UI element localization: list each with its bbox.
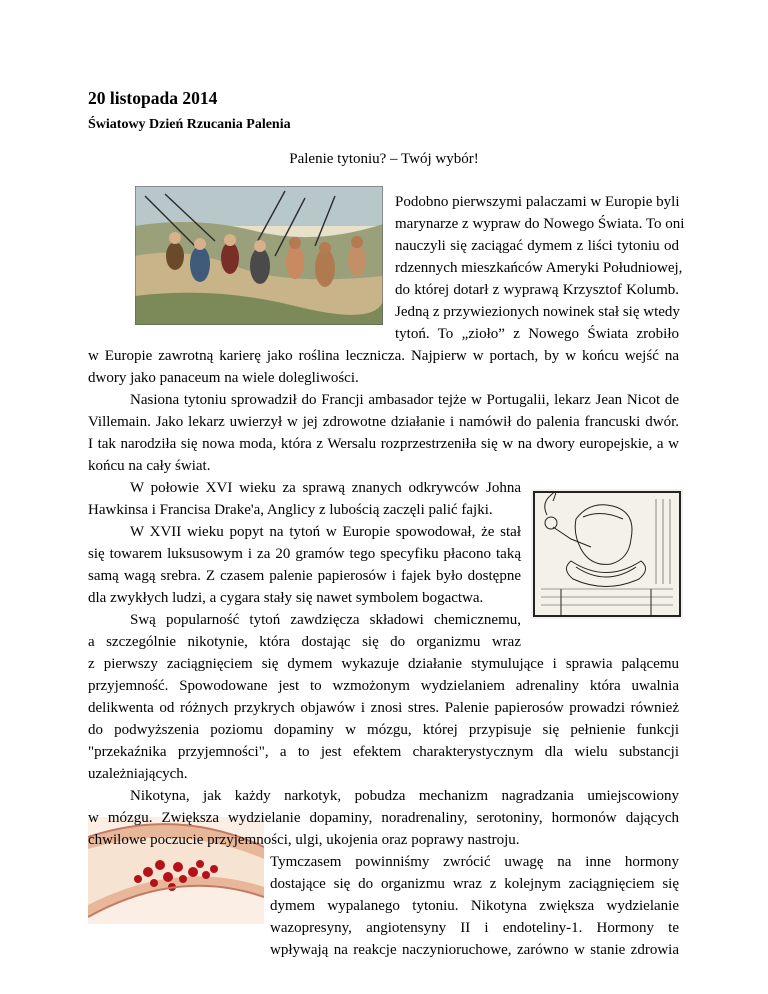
text-line: dla zwykłych ludzi, a cygara stały się nawet symbolem bogactwa. [88,590,484,606]
text-line: się towarem luksusowym i za 20 gramów tego specyfiku płacono taką [88,546,521,562]
text-line: samą wagą srebra. Z czasem palenie papierosów i fajek było dostępne [88,568,521,584]
text-line: dostające się do organizmu wraz z kolejnym zaciągnięciem się [270,876,679,892]
document-subtitle: Światowy Dzień Rzucania Palenia [88,117,291,132]
text-line: do podwyższenia poziomu dopaminy w mózgu, której przypisuje się pełnienie funkcji [88,722,679,738]
text-line: Jedną z przywiezionych nowinek stał się wtedy [395,304,680,320]
text-line: wazopresyny, angiotensyny II i endoteliny-1. Hormony te [270,920,679,936]
text-line: dwory jako panaceum na wiele dolegliwości. [88,370,359,386]
text-line: W XVII wieku popyt na tytoń w Europie spowodował, że stał [130,524,521,540]
text-line: końcu na cały świat. [88,458,211,474]
text-line: Hawkinsa i Francisa Drake'a, Anglicy z lubością zaczęli palić fajki. [88,502,493,518]
text-line: wpływają na reakcje naczynioruchowe, zarówno w stanie zdrowia [270,942,679,958]
text-line: w Europie zawrotną karierę jako roślina lecznicza. Najpierw w portach, by w końcu wejść na [88,348,679,364]
text-line: przyjemność. Spowodowane jest to wzmożonym wydzielaniem adrenaliny która uwalnia [88,678,679,694]
text-line: Podobno pierwszymi palaczami w Europie byli [395,194,680,210]
text-line: tytoń. To „zioło” z Nowego Świata zrobiło [395,326,679,342]
text-line: chwilowe poczucie przyjemności, ulgi, ukojenia oraz poprawy nastroju. [88,832,520,848]
text-line: z pierwszy zaciągnięciem się dymem wykazuje działanie stymulujące i sprawia palącemu [88,656,679,672]
text-line: W połowie XVI wieku za sprawą znanych odkrywców Johna [130,480,521,496]
pipe-smoker-engraving [531,489,683,619]
document-date: 20 listopada 2014 [88,88,218,108]
text-line: Swą popularność tytoń zawdzięcza składowi chemicznemu, [130,612,521,628]
text-line: dymem wypalanego tytoniu. Nikotyna zwiększa wydzielanie [270,898,679,914]
text-line: Nikotyna, jak każdy narkotyk, pobudza mechanizm nagradzania umiejscowiony [130,788,679,804]
text-line: "przekaźnika przyjemności", a to jest efektem charakterystycznym dla wielu substancji [88,744,679,760]
text-line: uzależniających. [88,766,188,782]
text-line: delikwenta od różnych przykrych objawów i znosi stres. Palenie papierosów prowadzi również [88,700,679,716]
text-line: a szczególnie nikotynie, która dostając się do organizmu wraz [88,634,521,650]
text-line: rdzennych mieszkańców Ameryki Południowej, [395,260,683,276]
text-line: Nasiona tytoniu sprowadził do Francji ambasador tejże w Portugalii, lekarz Jean Nicot de [130,392,679,408]
text-line: nauczyli się zaciągać dymem z liści tytoniu od [395,238,679,254]
text-line: I tak narodziła się nowa moda, która z Wersalu rozprzestrzeniła się w na dwory europejskie, a w [88,436,679,452]
article-title: Palenie tytoniu? – Twój wybór! [289,151,479,167]
text-line: Tymczasem powinniśmy zwrócić uwagę na inne hormony [270,854,679,870]
explorers-illustration [135,186,383,325]
text-line: Villemain. Jako lekarz uwierzył w jej zdrowotne działanie i namówił do palenia francuski dwór. [88,414,679,430]
text-line: marynarze z wypraw do Nowego Świata. To oni [395,216,685,232]
text-line: w mózgu. Zwiększa wydzielanie dopaminy, noradrenaliny, serotoniny, hormonów dających [88,810,679,826]
text-line: do której dotarł z wyprawą Krzysztof Kolumb. [395,282,679,298]
